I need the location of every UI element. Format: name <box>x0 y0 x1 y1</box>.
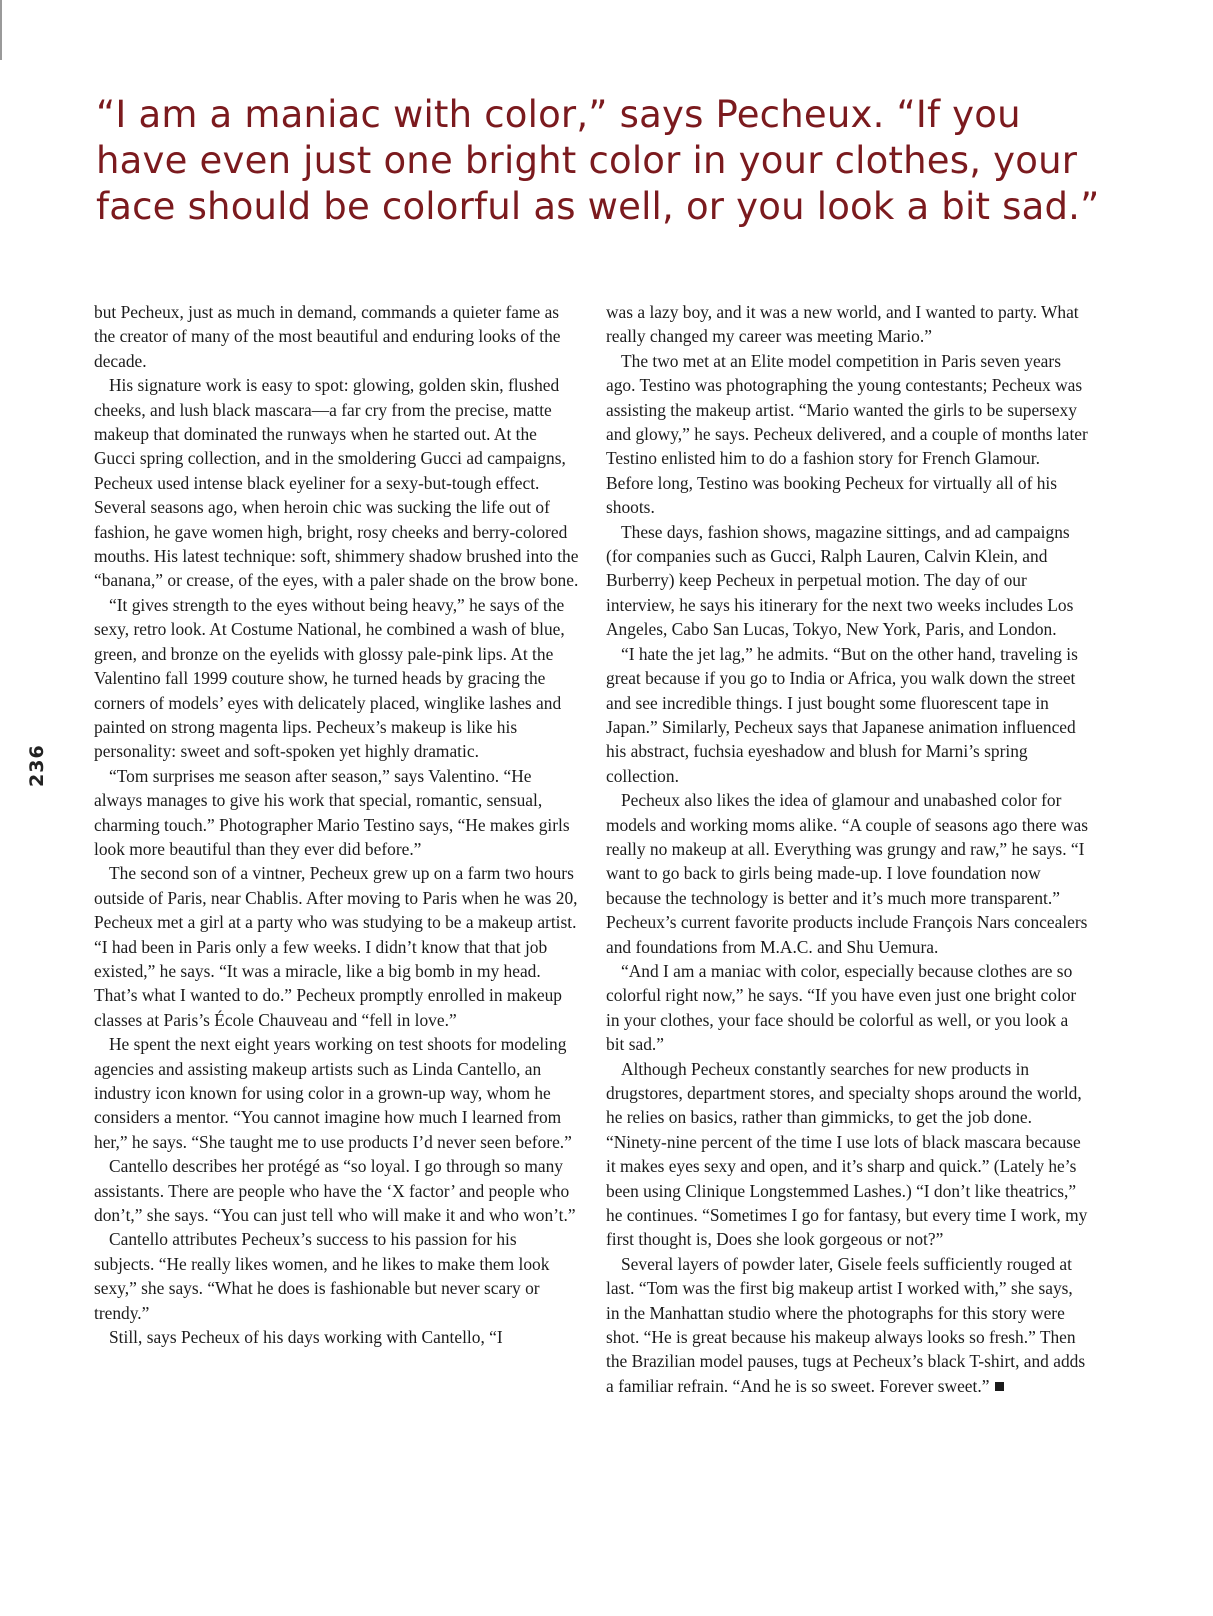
closing-paragraph <box>606 1252 1090 1398</box>
pull-quote-line: face should be colorful as well, or you look a bit sad.” <box>96 185 1100 228</box>
body-paragraph: Pecheux also likes the idea of glamour and unabashed color for models and working moms alike. “A couple of seasons ago there was really no makeup at all. Everything was grungy and raw,” he says. “I want to go back to girls being made-up. I love foundation now because the technology is better and it’s much more transparent.” Pecheux’s current favorite products include François Nars concealers and foundations from M.A.C. and Shu Uemura. <box>606 790 1088 957</box>
pull-quote-line: have even just one bright color in your clothes, your <box>96 139 1078 182</box>
body-paragraph: “I hate the jet lag,” he admits. “But on the other hand, traveling is great because if you go to India or Africa, you walk down the street and see incredible things. I just bought some fluorescent tape in Japan.” Similarly, Pecheux says that Japanese animation influenced his abstract, fuchsia eyeshadow and blush for Marni’s spring collection. <box>606 643 1078 786</box>
body-paragraph: These days, fashion shows, magazine sittings, and ad campaigns (for companies such as Gucci, Ralph Lauren, Calvin Klein, and Burberry) keep Pecheux in perpetual motion. The day of our interview, he says his itinerary for the next two weeks includes Los Angeles, Cabo San Lucas, Tokyo, New York, Paris, and London. <box>606 521 1074 640</box>
end-mark-icon <box>995 1382 1004 1391</box>
body-paragraph: “It gives strength to the eyes without being heavy,” he says of the sexy, retro look. At Costume National, he combined a wash of blue, green, and bronze on the eyelids with glossy pale-pink lips. At the Valentino fall 1999 couture show, he turned heads by gracing the corners of models’ eyes with delicately placed, winglike lashes and painted on strong magenta lips. Pecheux’s makeup is like his personality: sweet and soft-spoken yet highly dramatic. <box>94 594 565 762</box>
closing-paragraph-text: Several layers of powder later, Gisele feels sufficiently rouged at last. “Tom was the first big makeup artist I worked with,” she says, in the Manhattan studio where the photographs for this story were shot. “He is great because his makeup always looks so fresh.” Then the Brazilian model pauses, tugs at Pecheux’s black T-shirt, and adds a familiar refrain. “And he is so sweet. Forever sweet.” <box>606 1253 1086 1396</box>
body-paragraph: Although Pecheux constantly searches for new products in drugstores, department stores, and specialty shops around the world, he relies on basics, rather than gimmicks, to get the job done. “Ninety-nine percent of the time I use lots of black mascara because it makes eyes sexy and open, and it’s sharp and quick.” (Lately he’s been using Clinique Longstemmed Lashes.) “I don’t like theatrics,” he continues. “Sometimes I go for fantasy, but every time I work, my first thought is, Does she look gorgeous or not?” <box>606 1058 1088 1250</box>
body-paragraph: His signature work is easy to spot: glowing, golden skin, flushed cheeks, and lush black mascara—a far cry from the precise, matte makeup that dominated the runways when he started out. At the Gucci spring collection, and in the smoldering Gucci ad campaigns, Pecheux used intense black eyeliner for a sexy-but-tough effect. Several seasons ago, when heroin chic was sucking the life out of fashion, he gave women high, bright, rosy cheeks and berry-colored mouths. His latest technique: soft, shimmery shadow brushed into the “banana,” or crease, of the eyes, with a paler shade on the brow bone. <box>94 375 579 591</box>
pull-quote-line: “I am a maniac with color,” says Pecheux. “If you <box>96 93 1021 136</box>
body-paragraph: The two met at an Elite model competition in Paris seven years ago. Testino was photographing the young contestants; Pecheux was assisting the makeup artist. “Mario wanted the girls to be supersexy and glowy,” he says. Pecheux delivered, and a couple of months later Testino enlisted him to do a fashion story for French Glamour. Before long, Testino was booking Pecheux for virtually all of his shoots. <box>606 350 1088 518</box>
pull-quote <box>96 92 1136 230</box>
body-paragraph: “And I am a maniac with color, especially because clothes are so colorful right now,” he says. “If you have even just one bright color in your clothes, your face should be colorful as well, or you look a bit sad.” <box>606 960 1077 1055</box>
body-paragraph: “Tom surprises me season after season,” says Valentino. “He always manages to give his work that special, romantic, sensual, charming touch.” Photographer Mario Testino says, “He makes girls look more beautiful than they ever did before.” <box>94 765 570 859</box>
page-edge-rule <box>0 0 2 60</box>
body-paragraph: Still, says Pecheux of his days working with Cantello, “I <box>109 1327 503 1348</box>
article-column-left <box>94 300 580 1349</box>
page-number: 236 <box>26 744 48 788</box>
body-paragraph: He spent the next eight years working on test shoots for modeling agencies and assisting makeup artists such as Linda Cantello, an industry icon known for using color in a grown-up way, whom he considers a mentor. “You cannot imagine how much I learned from her,” he says. “She taught me to use products I’d never seen before.” <box>94 1034 572 1152</box>
body-paragraph: was a lazy boy, and it was a new world, and I wanted to party. What really changed my career was meeting Mario.” <box>606 302 1079 347</box>
body-paragraph: The second son of a vintner, Pecheux grew up on a farm two hours outside of Paris, near Chablis. After moving to Paris when he was 20, Pecheux met a girl at a party who was studying to be a makeup artist. “I had been in Paris only a few weeks. I didn’t know that that job existed,” he says. “It was a miracle, like a big bomb in my head. That’s what I wanted to do.” Pecheux promptly enrolled in makeup classes at Paris’s École Chauveau and “fell in love.” <box>94 863 578 1030</box>
body-paragraph: Cantello attributes Pecheux’s success to his passion for his subjects. “He really likes women, and he likes to make them look sexy,” she says. “What he does is fashionable but never scary or trendy.” <box>94 1229 550 1323</box>
body-paragraph: Cantello describes her protégé as “so loyal. I go through so many assistants. There are people who have the ‘X factor’ and people who don’t,” she says. “You can just tell who will make it and who won’t.” <box>94 1156 576 1226</box>
article-column-right <box>606 300 1090 1398</box>
body-paragraph: but Pecheux, just as much in demand, commands a quieter fame as the creator of many of the most beautiful and enduring looks of the decade. <box>94 302 561 371</box>
